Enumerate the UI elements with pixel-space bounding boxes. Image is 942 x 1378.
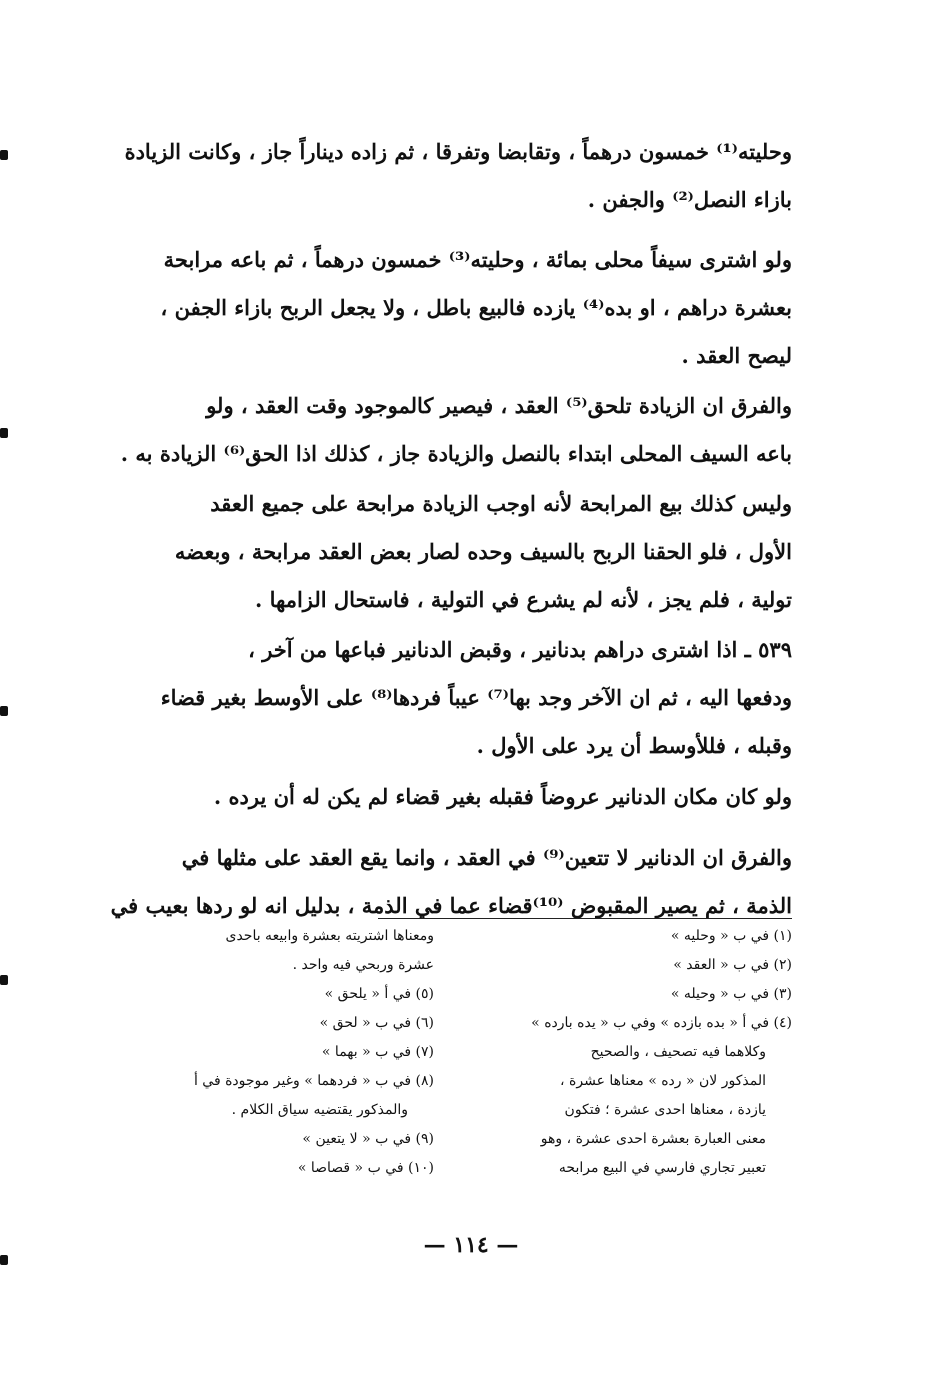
paragraph [108, 626, 792, 770]
footnote-line: (٧) في ب « بهما » [321, 1044, 434, 1060]
scan-edge-mark [0, 150, 8, 160]
text-line: بعشرة دراهم ، او بده⁽⁴⁾ يازده فالبيع باطل ، ولا يجعل الربح بازاء الجفن ، [160, 295, 792, 320]
footnote-line: والمذكور يقتضيه سياق الكلام . [231, 1102, 408, 1118]
footnote-line: ومعناها اشتريته بعشرة وابيعه باحدى [225, 928, 434, 944]
page-number: — ١١٤ — [423, 1232, 519, 1258]
text-line: والفرق ان الدنانير لا تتعين⁽⁹⁾ في العقد ، وانما يقع العقد على مثلها في [181, 845, 792, 870]
scan-edge-mark [0, 975, 8, 985]
text-line: ولو كان مكان الدنانير عروضاً فقبله بغير قضاء لم يكن له أن يرده . [213, 784, 792, 809]
text-line: وقبله ، فللأوسط أن يرد على الأول . [476, 733, 792, 758]
scan-edge-mark [0, 706, 8, 716]
paragraph [108, 128, 792, 224]
footnote-line: تعبير تجاري فارسي في البيع مرابحه [558, 1160, 766, 1176]
footnote-line: (٢) في ب « العقد » [673, 957, 792, 973]
text-line: ولو اشترى سيفاً محلى بمائة ، وحليته⁽³⁾ خمسون درهماً ، ثم باعه مرابحة [163, 247, 792, 272]
footnote-line: (٣) في ب « وحيله » [670, 986, 792, 1002]
text-line: وحليته⁽¹⁾ خمسون درهماً ، وتقابضا وتفرقا ، ثم زاده ديناراً جاز ، وكانت الزيادة [124, 139, 792, 164]
footnote-line: معنى العبارة بعشرة احدى عشرة ، وهو [540, 1131, 766, 1147]
footnote-line: (٦) في ب « لحق » [319, 1015, 434, 1031]
footnotes-right-column [488, 922, 792, 1183]
paragraph [108, 480, 792, 624]
text-line: بازاء النصل⁽²⁾ والجفن . [587, 187, 792, 212]
footnote-line: (١) في ب « وحليه » [670, 928, 792, 944]
text-line: والفرق ان الزيادة تلحق⁽⁵⁾ العقد ، فيصير كالموجود وقت العقد ، ولو [206, 393, 792, 418]
footnote-divider [378, 918, 792, 919]
text-line: ٥٣٩ ـ اذا اشترى دراهم بدنانير ، وقبض الدنانير فباعها من آخر ، [248, 637, 792, 662]
paragraph [108, 236, 792, 380]
text-line: ليصح العقد . [681, 343, 792, 368]
footnote-line: (١٠) في ب « قصاصا » [297, 1160, 434, 1176]
paragraph [108, 834, 792, 930]
footnote-line: وكلاهما فيه تصحيف ، والصحيح [590, 1044, 766, 1060]
footnote-line: المذكور لان « رده » معناها عشرة ، [560, 1073, 766, 1089]
footnote-line: (٨) في ب « فردهما » وغير موجودة في أ [193, 1073, 434, 1089]
footnote-line: (٩) في ب « لا يتعين » [302, 1131, 434, 1147]
footnote-line: (٤) في أ « بده بازده » وفي ب « يده بارده » [531, 1015, 792, 1031]
text-line: باعه السيف المحلى ابتداء بالنصل والزيادة جاز ، كذلك اذا الحق⁽⁶⁾ الزيادة به . [120, 441, 792, 466]
footnote-line: عشرة وربحي فيه واحد . [292, 957, 434, 973]
paragraph [108, 773, 792, 821]
paragraph [108, 382, 792, 478]
scan-edge-mark [0, 1255, 8, 1265]
text-line: الأول ، فلو الحقنا الربح بالسيف وحده لصار بعض العقد مرابحة ، وبعضه [174, 539, 792, 564]
footnote-line: (٥) في أ « يلحق » [324, 986, 434, 1002]
text-line: وليس كذلك بيع المرابحة لأنه اوجب الزيادة مرابحة على جميع العقد [210, 491, 792, 516]
text-line: الذمة ، ثم يصير المقبوض ⁽¹⁰⁾قضاء عما في الذمة ، بدليل انه لو ردها بعيب في [110, 893, 792, 918]
scan-edge-mark [0, 428, 8, 438]
text-line: تولية ، فلم يجز ، لأنه لم يشرع في التولية ، فاستحال الزامها . [255, 587, 792, 612]
text-line: ودفعها اليه ، ثم ان الآخر وجد بها⁽⁷⁾ عيباً فردها⁽⁸⁾ على الأوسط بغير قضاء [160, 685, 792, 710]
footnote-line: يازدة ، معناها احدى عشرة ؛ فتكون [564, 1102, 766, 1118]
footnotes-left-column [108, 922, 434, 1183]
